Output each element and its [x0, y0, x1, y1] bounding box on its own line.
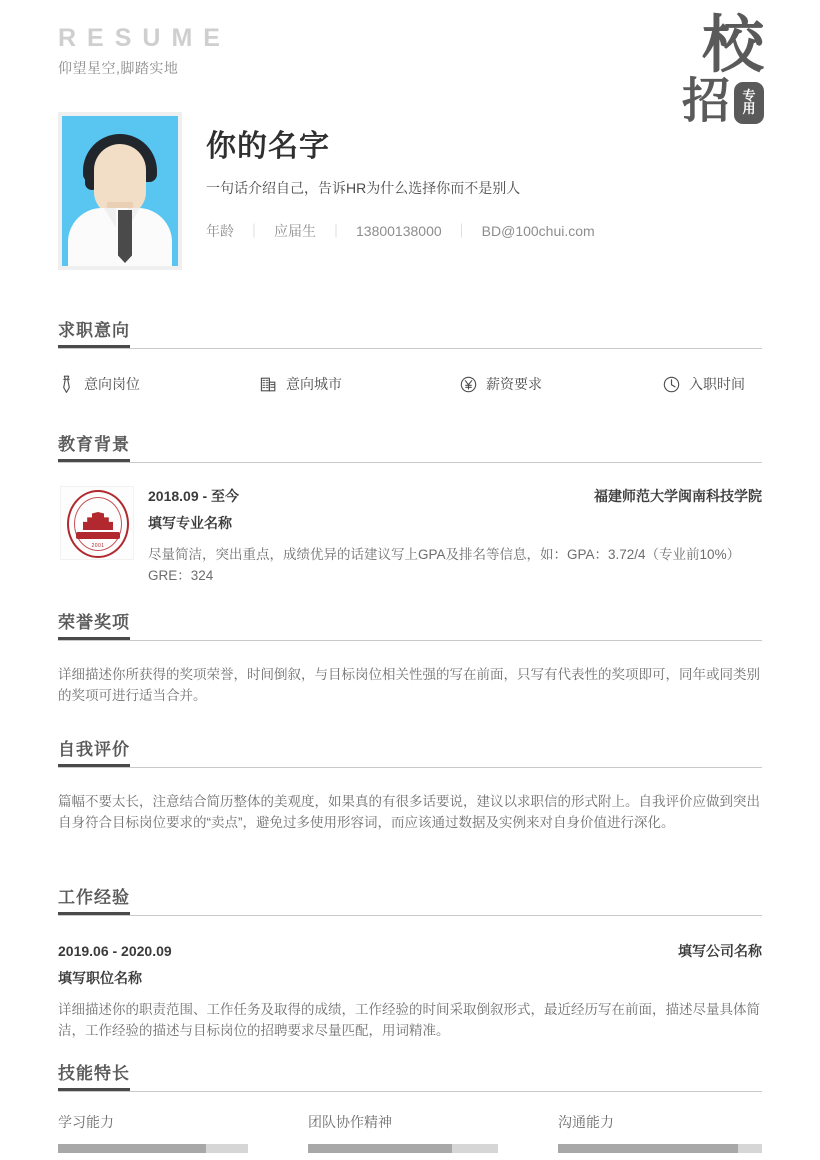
education-school: 福建师范大学闽南科技学院 — [594, 488, 762, 504]
school-seal — [67, 490, 129, 558]
section-skills — [58, 1063, 762, 1153]
section-rule — [58, 1091, 762, 1092]
skill-label: 学习能力 — [58, 1114, 114, 1130]
section-title-job-intention: 求职意向 — [58, 320, 130, 348]
contact-row — [206, 221, 762, 241]
yen-circle-icon — [460, 375, 477, 394]
resume-wordmark: RESUME — [58, 24, 231, 52]
building-icon — [260, 375, 277, 394]
education-major: 填写专业名称 — [148, 515, 232, 531]
school-seal-band — [76, 532, 120, 539]
contact-age: 年龄 — [206, 222, 234, 239]
contact-separator: ｜ — [247, 222, 261, 239]
skill-progress-fill — [58, 1144, 206, 1153]
identity-block — [58, 112, 762, 282]
section-header — [58, 887, 762, 917]
job-intention-city-label: 意向城市 — [286, 376, 342, 392]
badge-char-zhao: 招 — [681, 74, 730, 128]
avatar-shirt — [68, 208, 172, 266]
contact-separator: ｜ — [329, 222, 343, 239]
job-intention-salary-label: 薪资要求 — [486, 376, 542, 392]
section-education — [58, 434, 762, 586]
job-intention-start-date-label: 入职时间 — [689, 376, 745, 392]
job-intention-position-label: 意向岗位 — [84, 376, 140, 392]
section-rule — [58, 462, 762, 463]
avatar-tie-knot — [118, 210, 132, 222]
education-date: 2018.09 - 至今 — [148, 488, 240, 504]
skill-progress-track — [308, 1144, 498, 1153]
skill-label: 沟通能力 — [558, 1114, 614, 1130]
skill-item — [308, 1115, 558, 1153]
identity-text — [206, 132, 762, 241]
profile-photo — [58, 112, 182, 270]
contact-phone: 13800138000 — [356, 222, 442, 239]
contact-email: BD@100chui.com — [481, 222, 595, 239]
skill-item — [58, 1115, 308, 1153]
education-entry-header — [148, 486, 762, 506]
section-rule — [58, 640, 762, 641]
section-rule — [58, 348, 762, 349]
section-header — [58, 739, 762, 769]
job-intention-position — [58, 374, 260, 394]
self-evaluation-description: 篇幅不要太长，注意结合简历整体的美观度，如果真的有很多话要说，建议以求职信的形式附上。自我评价应做到突出自身符合目标岗位要求的“卖点”，避免过多使用形容词，而应该通过数据及实例来对自身价值进行深化。 — [58, 794, 760, 830]
badge-chip-char-2: 用 — [742, 101, 756, 117]
job-intention-city — [260, 374, 460, 394]
badge-char-xiao: 校 — [701, 11, 764, 80]
tie-icon — [58, 375, 75, 394]
section-header — [58, 1063, 762, 1093]
skill-progress-fill — [308, 1144, 452, 1153]
skill-label: 团队协作精神 — [308, 1114, 392, 1130]
section-honors — [58, 612, 762, 706]
section-title-honors: 荣誉奖项 — [58, 612, 130, 640]
badge-chip-char-1: 专 — [742, 87, 756, 103]
section-job-intention — [58, 320, 762, 394]
skill-progress-track — [58, 1144, 248, 1153]
section-self-evaluation — [58, 739, 762, 833]
section-rule — [58, 915, 762, 916]
avatar-illustration — [62, 116, 178, 266]
work-entry-header — [58, 941, 762, 961]
work-entry — [58, 941, 762, 1041]
avatar-tie — [118, 221, 132, 263]
work-position: 填写职位名称 — [58, 970, 142, 986]
education-entry — [58, 486, 762, 586]
job-intention-salary — [460, 374, 663, 394]
section-header — [58, 612, 762, 642]
job-intention-items — [58, 374, 762, 394]
avatar-collar-left — [104, 208, 116, 228]
work-date: 2019.06 - 2020.09 — [58, 943, 172, 959]
work-description: 详细描述你的职责范围、工作任务及取得的成绩，工作经验的时间采取倒叙形式，最近经历写在前面，描述尽量具体简洁，工作经验的描述与目标岗位的招聘要求尽量匹配，用词精准。 — [58, 1002, 760, 1038]
section-title-self-evaluation: 自我评价 — [58, 739, 130, 767]
skill-progress-track — [558, 1144, 762, 1153]
contact-separator: ｜ — [454, 222, 469, 239]
section-work-experience — [58, 887, 762, 1041]
section-title-education: 教育背景 — [58, 434, 130, 462]
education-description: 尽量简洁，突出重点，成绩优异的话建议写上GPA及排名等信息，如：GPA：3.72/4（专业前10%）GRE：324 — [148, 547, 741, 583]
identity-tagline: 一句话介绍自己，告诉HR为什么选择你而不是别人 — [206, 180, 521, 196]
section-title-work-experience: 工作经验 — [58, 887, 130, 915]
honors-description: 详细描述你所获得的奖项荣誉，时间倒叙，与目标岗位相关性强的写在前面，只写有代表性的奖项即可，同年或同类别的奖项可进行适当合并。 — [58, 667, 760, 703]
school-seal-year: 2001 — [91, 543, 105, 549]
school-logo — [60, 486, 134, 560]
section-title-skills: 技能特长 — [58, 1063, 130, 1091]
page-title: 你的名字 — [206, 130, 330, 163]
section-rule — [58, 767, 762, 768]
contact-status: 应届生 — [274, 222, 316, 239]
resume-motto: 仰望星空,脚踏实地 — [58, 60, 179, 76]
clock-icon — [663, 375, 680, 394]
section-header — [58, 434, 762, 464]
job-intention-start-date — [663, 374, 745, 394]
skill-item — [558, 1115, 762, 1153]
skill-list — [58, 1115, 762, 1153]
skill-progress-fill — [558, 1144, 738, 1153]
section-header — [58, 320, 762, 350]
work-company: 填写公司名称 — [678, 943, 762, 959]
